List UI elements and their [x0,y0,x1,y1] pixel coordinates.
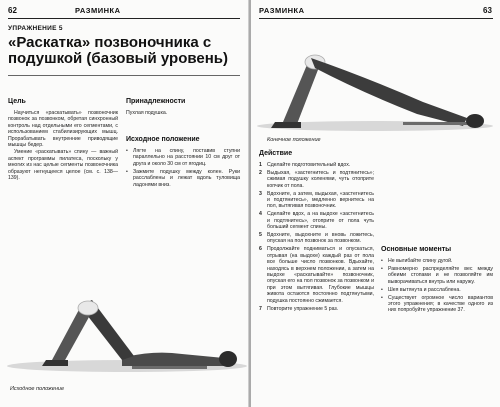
step-item: 2 Выдыхая, «застегнитесь и подтянитесь»; сжимая подушку коленями, чуть отоприте копчик от пола. [259,169,374,189]
header-rule [259,18,493,19]
photo-caption: Исходное положение [10,386,65,392]
key-points-list [381,258,493,315]
right-page [251,0,500,407]
end-position-photo [253,22,497,134]
step-item: 1 Сделайте подготовительный вдох. [259,162,351,168]
step-item: 5 Вдохните, выдохните и вновь ложитесь, опуская на пол позвонок за позвонком. [259,232,374,245]
key-point: • Существует огромное число вариантов этого упражнения; в качестве одного из них попробуйте упражнение 37. [381,295,493,314]
start-list [126,148,240,189]
page-number: 62 [8,6,17,15]
start-bullet: • Зажмите подушку между колен. Руки расслаблены и лежат вдоль туловища ладонями вниз. [126,169,240,188]
section-header: РАЗМИНКА [75,6,121,15]
photo-caption: Конечное положение [267,137,321,143]
step-item: 4 Сделайте вдох, а на выдохе «застегнитесь и подтянитесь», отоприте от пола чуть больший сегмент спины. [259,211,374,231]
header-rule [8,18,240,19]
start-position-photo [2,262,248,382]
key-point: • Шея вытянута и расслаблена. [381,287,493,293]
left-page [0,0,249,407]
exercise-label: УПРАЖНЕНИЕ 5 [8,25,63,32]
equipment-text: Пухлая подушка. [126,110,168,116]
section-header: РАЗМИНКА [259,6,305,15]
step-item: 6 Продолжайте подниматься и опускаться, отрывая (на выдохе) каждый раз от пола все больше число позвонков. Вдыхайте, находясь в верхнем положении, а затем на выдохе «раскатывайте» позвоночник, опуская его на пол позвонок за позвонком и при этом вытягивая. Глубокие мышцы живота остаются постоянно подтянутыми, подушка постоянно сжимается. [259,246,374,304]
page-title: «Раскатка» позвоночника с подушкой (базовый уровень) [8,34,228,67]
start-heading: Исходное положение [126,136,200,143]
key-points-heading: Основные моменты [381,246,452,253]
step-item: 7 Повторите упражнение 5 раз. [259,305,339,312]
step-item: 3 Вдохните, а затем, выдыхая, «застегнитесь и подтянитесь», медленно вернитесь на пол, вытягивая позвоночник. [259,190,374,210]
goal-heading: Цель [8,98,26,105]
goal-paragraph: Умение «раскатывать» спину — важный аспект программы пилатеса, поскольку у многих из нас целые сегменты позвоночника образуют негнущееся целое (см. с. 138—139). [8,149,118,182]
key-point: • Не выгибайте спину дугой. [381,258,493,264]
start-bullet: • Лягте на спину, поставив ступни параллельно на расстоянии 10 см друг от друга и около 30 см от ягодиц. [126,148,240,167]
title-rule [8,75,240,76]
action-heading: Действие [259,150,293,157]
page-number: 63 [483,6,492,15]
goal-paragraph: Научиться «раскатывать» позвоночник позвонок за позвонком, обретая синхронный контроль над отдельными его сегментами, с использованием стабилизирующих мышц. Прорабатывать внутренние приводящие мышцы бедер. [8,110,118,149]
equipment-heading: Принадлежности [126,98,186,105]
action-steps [259,162,374,402]
key-point: • Равномерно распределяйте вес между обеими стопами и не позволяйте им выворачиваться внутрь или наружу. [381,266,493,285]
goal-text [8,110,118,182]
